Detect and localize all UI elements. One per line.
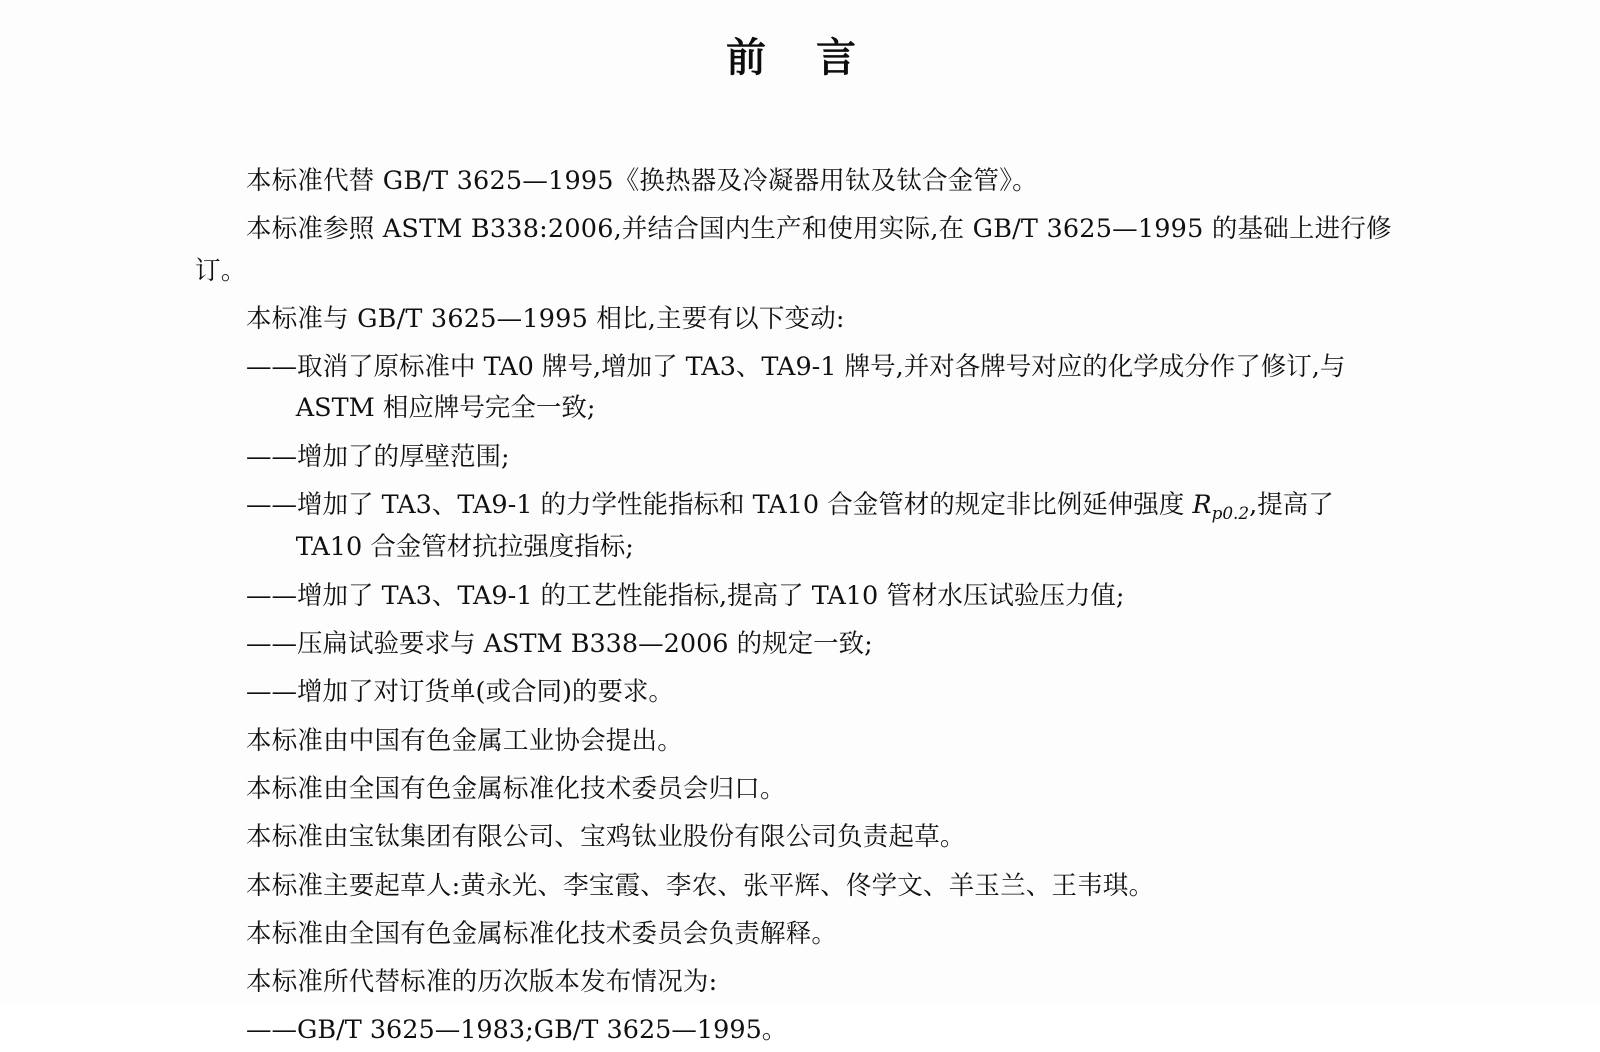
symbol-rp02-subscript: p0.2 xyxy=(1211,503,1250,524)
list-item-previous-versions: ——GB/T 3625—1983;GB/T 3625—1995。 xyxy=(246,1015,788,1046)
list-item: ——压扁试验要求与 ASTM B338—2006 的规定一致; xyxy=(246,629,873,660)
list-item-text-before-symbol: ——增加了 TA3、TA9-1 的力学性能指标和 TA10 合金管材的规定非比例延伸强度 xyxy=(246,490,1193,521)
symbol-rp02: R xyxy=(1192,490,1212,521)
paragraph-administered-by: 本标准由全国有色金属标准化技术委员会归口。 xyxy=(246,773,786,804)
paragraph-drafted-by: 本标准由宝钛集团有限公司、宝鸡钛业股份有限公司负责起草。 xyxy=(246,822,966,853)
list-item-text-after-symbol: ,提高了 TA10 合金管材抗拉强度指标; xyxy=(295,490,1334,563)
list-item: ——取消了原标准中 TA0 牌号,增加了 TA3、TA9-1 牌号,并对各牌号对应的化学成分作了修订,与 ASTM 相应牌号完全一致; xyxy=(246,352,1346,424)
list-item: ——增加了对订货单(或合同)的要求。 xyxy=(246,677,674,708)
paragraph-reference-astm: 本标准参照 ASTM B338:2006,并结合国内生产和使用实际,在 GB/T 3625—1995 的基础上进行修订。 xyxy=(195,214,1392,286)
page-title: 前 言 xyxy=(726,35,874,81)
paragraph-interpretation-by: 本标准由全国有色金属标准化技术委员会负责解释。 xyxy=(246,918,838,949)
list-item xyxy=(195,485,1405,569)
list-item: ——增加了 TA3、TA9-1 的工艺性能指标,提高了 TA10 管材水压试验压力值; xyxy=(246,580,1125,611)
paragraph-previous-versions-intro: 本标准所代替标准的历次版本发布情况为: xyxy=(246,967,718,998)
list-item: ——增加了的厚壁范围; xyxy=(246,441,510,472)
paragraph-changes-intro: 本标准与 GB/T 3625—1995 相比,主要有以下变动: xyxy=(246,303,845,334)
paragraph-replaces-standard: 本标准代替 GB/T 3625—1995《换热器及冷凝器用钛及钛合金管》。 xyxy=(246,166,1038,196)
paragraph-proposed-by: 本标准由中国有色金属工业协会提出。 xyxy=(246,725,683,756)
paragraph-main-drafters: 本标准主要起草人:黄永光、李宝霞、李农、张平辉、佟学文、羊玉兰、王韦琪。 xyxy=(246,870,1155,901)
document-body xyxy=(195,83,1405,1052)
